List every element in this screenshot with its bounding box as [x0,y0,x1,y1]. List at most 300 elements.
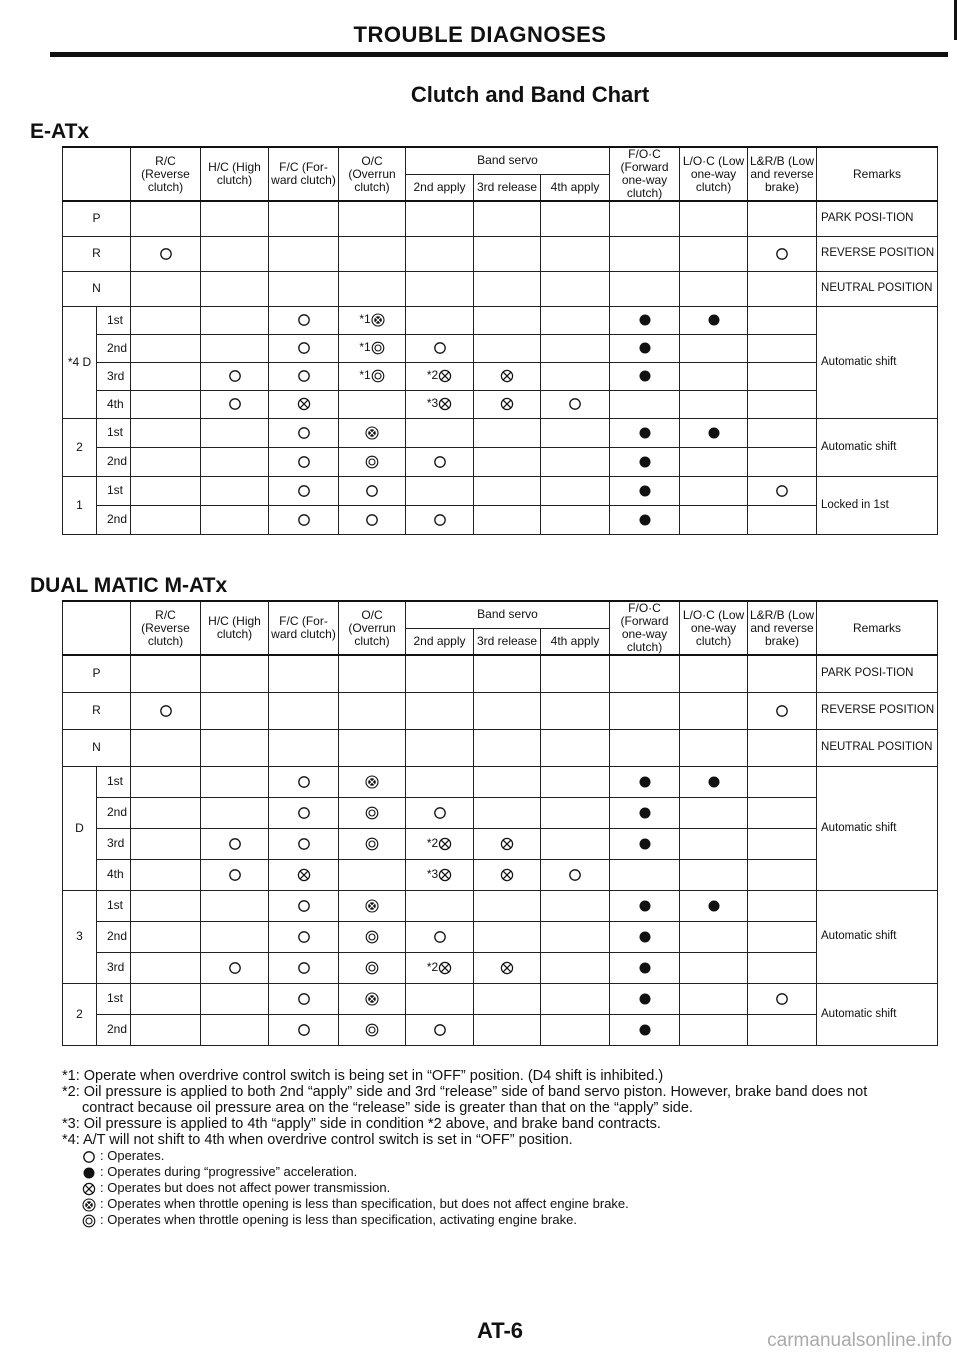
operates-circle-icon [775,991,789,1005]
chart-cell [201,797,269,828]
chart-title: Clutch and Band Chart [410,82,650,107]
chart-cell [610,476,680,505]
position-label: 2 [76,1006,83,1021]
chart-cell [269,766,339,797]
chart-cell [339,505,406,534]
chart-cell [680,983,748,1014]
chart-cell [131,921,201,952]
chart-cell [131,952,201,983]
chart-cell [131,306,201,334]
gear-label: 2nd [107,454,128,468]
header-label: H/C (High clutch) [208,160,261,187]
chart-cell [474,362,541,390]
chart-cell [269,418,339,447]
chart-cell [201,655,269,692]
gear-cell [97,766,131,797]
table-row [63,1014,938,1045]
chart-cell [269,983,339,1014]
chart-cell [339,890,406,921]
progressive-dot-icon [638,898,652,912]
remarks-cell [817,655,938,692]
chart-cell [474,766,541,797]
clutch-band-table [62,600,938,1046]
remarks-cell [817,476,938,534]
chart-cell [474,505,541,534]
chart-cell [541,859,610,890]
progressive-dot-icon [638,340,652,354]
chart-cell [339,476,406,505]
chart-cell [406,655,474,692]
header-label: F/C (For-ward clutch) [271,160,336,187]
chart-cell [610,390,680,418]
chart-cell [339,797,406,828]
operates-circle-icon [228,867,242,881]
progressive-dot-icon [638,836,652,850]
operates-circle-icon [775,703,789,717]
chart-cell [201,271,269,306]
chart-cell [610,828,680,859]
header-label: 4th apply [550,633,600,648]
chart-cell [680,828,748,859]
chart-cell [201,890,269,921]
chart-cell [610,236,680,271]
chart-cell [474,921,541,952]
chart-cell [541,236,610,271]
footnote-2: *2: Oil pressure is applied to both 2nd “apply” side and 3rd “release” side of band servo piston. However, brake band does not [62,1084,868,1100]
legend-text: : Operates when throttle opening is less than specification, but does not affect engine brake. [100,1196,629,1211]
throttle-crossed-circle-icon [365,898,379,912]
progressive-dot-icon [638,425,652,439]
header-label: O/C (Overrun clutch) [348,607,396,648]
chart-cell [474,201,541,236]
chart-cell [269,655,339,692]
header-foc [610,601,680,655]
footnote-ref: *3 [426,866,439,881]
table-row [63,306,938,334]
position-label: *4 D [67,354,92,369]
chart-cell [748,236,817,271]
legend-text: : Operates but does not affect power transmission. [100,1180,391,1195]
table-row [63,447,938,476]
crossed-circle-icon [438,396,452,410]
chart-cell [269,505,339,534]
gear-label: 2nd [107,805,128,819]
symbol-legend [82,1148,942,1228]
chart-cell [541,390,610,418]
position-cell [63,890,97,983]
chart-cell [748,1014,817,1045]
remark-text: PARK POSI-TION [821,667,914,680]
footnote-3: *3: Oil pressure is applied to 4th “apply” side in condition *2 above, and brake band contracts. [62,1116,661,1132]
header-remarks [817,147,938,201]
chart-cell [541,692,610,729]
chart-cell [339,828,406,859]
chart-cell [610,983,680,1014]
header-label: F/C (For-ward clutch) [271,614,336,641]
operates-circle-icon [433,512,447,526]
chart-cell [474,306,541,334]
header-4th-apply [541,174,610,201]
remarks-cell [817,306,938,418]
remark-text: PARK POSI-TION [821,212,914,225]
header-label: L/O·C (Low one-way clutch) [682,153,745,194]
chart-cell [339,983,406,1014]
operates-circle-icon [433,454,447,468]
chart-cell [131,655,201,692]
header-label: 4th apply [550,179,600,194]
corner-cell [63,147,131,201]
operates-circle-icon [775,246,789,260]
position-cell [63,692,131,729]
header-loc [680,601,748,655]
footnote-ref: *2 [426,368,439,383]
chart-cell [541,1014,610,1045]
chart-cell [406,334,474,362]
chart-cell [610,1014,680,1045]
gear-label: 3rd [107,960,125,974]
progressive-dot-icon [638,805,652,819]
header-foc [610,147,680,201]
legend-text: : Operates when throttle opening is less than specification, activating engine brake. [100,1212,577,1227]
header-3rd-release [474,628,541,655]
progressive-dot-icon [707,425,721,439]
chart-cell [748,334,817,362]
header-hc [201,147,269,201]
chart-cell [610,692,680,729]
throttle-crossed-circle-icon [371,312,385,326]
header-band-servo [406,601,610,628]
chart-cell [269,236,339,271]
chart-cell [201,729,269,766]
crossed-circle-icon [438,867,452,881]
gear-label: 4th [107,867,124,881]
chart-cell [610,306,680,334]
table-row [63,921,938,952]
crossed-circle-icon [438,836,452,850]
crossed-circle-icon [500,368,514,382]
operates-circle-icon [365,512,379,526]
gear-cell [97,828,131,859]
chart-cell [269,447,339,476]
chart-cell [680,362,748,390]
crossed-circle-icon [500,836,514,850]
chart-cell [339,692,406,729]
chart-cell [201,921,269,952]
chart-cell [748,952,817,983]
header-label: 2nd apply [413,179,466,194]
crossed-circle-icon [438,368,452,382]
footnote-ref: *2 [426,835,439,850]
chart-cell [748,797,817,828]
header-fc [269,601,339,655]
chart-cell [201,766,269,797]
chart-cell [610,859,680,890]
footnote-ref: *1 [359,340,371,355]
chart-cell [680,447,748,476]
legend-item [82,1180,942,1196]
header-2nd-apply [406,628,474,655]
gear-cell [97,505,131,534]
throttle-crossed-circle-icon [82,1196,96,1212]
watermark: carmanualsonline.info [767,1330,952,1351]
chart-cell [201,236,269,271]
operates-circle-icon [228,960,242,974]
chart-cell [541,655,610,692]
page-number: AT-6 [476,1318,524,1343]
chart-cell [474,983,541,1014]
table-row [63,692,938,729]
remark-text: NEUTRAL POSITION [821,282,933,294]
progressive-dot-icon [638,960,652,974]
operates-circle-icon [433,340,447,354]
chart-cell [131,418,201,447]
gear-label: 3rd [107,836,125,850]
chart-cell [406,390,474,418]
chart-cell [406,983,474,1014]
chart-cell [474,797,541,828]
chart-cell [406,447,474,476]
chart-cell [339,729,406,766]
remark-text: Locked in 1st [821,498,889,511]
gear-cell [97,983,131,1014]
footnote-2-cont: contract because oil pressure area on the “release” side is greater than that on the “apply” side. [82,1100,693,1116]
remark-text: Automatic shift [821,930,897,942]
operates-circle-icon [297,340,311,354]
position-label: R [92,703,101,717]
chart-cell [474,692,541,729]
double-circle-icon [371,340,385,354]
header-lrb [748,601,817,655]
header-rc [131,147,201,201]
chart-cell [201,1014,269,1045]
crossed-circle-icon [297,396,311,410]
table-row [63,418,938,447]
position-cell [63,271,131,306]
double-circle-icon [365,1022,379,1036]
remark-text: NEUTRAL POSITION [821,741,933,753]
progressive-dot-icon [707,312,721,326]
remarks-cell [817,890,938,983]
chart-cell [610,447,680,476]
chart-cell [474,476,541,505]
chart-cell [131,201,201,236]
progressive-dot-icon [82,1164,96,1180]
header-label: L&R/B (Low and reverse brake) [750,607,815,648]
header-fc [269,147,339,201]
table-row [63,729,938,766]
chart-cell [131,890,201,921]
remark-text: REVERSE POSITION [821,247,935,259]
gear-label: 2nd [107,340,128,355]
chart-cell [541,362,610,390]
chart-cell [339,201,406,236]
chart-cell [680,952,748,983]
gear-cell [97,306,131,334]
crossed-circle-icon [82,1180,96,1196]
chart-cell [339,236,406,271]
chart-cell [680,859,748,890]
legend-item [82,1164,942,1180]
chart-cell [680,692,748,729]
chart-cell [748,201,817,236]
chart-cell [269,859,339,890]
chart-cell [339,655,406,692]
chart-cell [269,476,339,505]
throttle-crossed-circle-icon [365,425,379,439]
chart-cell [201,476,269,505]
footnote-4: *4: A/T will not shift to 4th when overdrive control switch is set in “OFF” position. [62,1132,573,1148]
position-label: N [92,740,101,754]
header-label: Remarks [853,620,902,635]
gear-cell [97,952,131,983]
header-label: F/O·C (Forward one-way clutch) [620,601,669,654]
header-remarks [817,601,938,655]
chart-cell [406,692,474,729]
chart-cell [339,952,406,983]
chart-cell [541,201,610,236]
chart-cell [748,505,817,534]
header-oc [339,147,406,201]
chart-cell [748,729,817,766]
chart-cell [406,306,474,334]
remarks-cell [817,766,938,890]
chart-cell [474,334,541,362]
chart-cell [541,797,610,828]
chart-cell [201,505,269,534]
chart-cell [680,271,748,306]
chart-cell [610,505,680,534]
chart-cell [610,334,680,362]
table-row [63,271,938,306]
position-label: P [92,666,101,681]
chart-cell [131,476,201,505]
header-rc [131,601,201,655]
header-hc [201,601,269,655]
chart-cell [201,692,269,729]
chart-cell [680,766,748,797]
chart-cell [201,418,269,447]
chart-cell [131,828,201,859]
chart-cell [474,447,541,476]
table-row [63,797,938,828]
header-label: Band servo [477,153,538,168]
operates-circle-icon [297,454,311,468]
chart-cell [748,766,817,797]
operates-circle-icon [297,960,311,974]
position-cell [63,983,97,1045]
chart-cell [610,362,680,390]
operates-circle-icon [159,246,173,260]
chart-cell [201,334,269,362]
chart-cell [269,201,339,236]
position-label: 3 [76,929,83,943]
header-4th-apply [541,628,610,655]
gear-label: 1st [107,483,124,497]
remarks-cell [817,271,938,306]
chart-cell [610,952,680,983]
chart-cell [474,236,541,271]
progressive-dot-icon [638,368,652,382]
chart-cell [131,766,201,797]
chart-cell [269,729,339,766]
header-label: R/C (Reverse clutch) [141,607,190,648]
chart-cell [748,362,817,390]
chart-cell [201,447,269,476]
chart-cell [541,828,610,859]
chart-cell [131,859,201,890]
chart-cell [269,921,339,952]
position-label: 2 [76,439,83,454]
operates-circle-icon [297,1022,311,1036]
remarks-cell [817,418,938,476]
chart-cell [748,921,817,952]
chart-cell [474,729,541,766]
double-circle-icon [365,805,379,819]
table-row [63,983,938,1014]
gear-label: 4th [107,396,124,411]
chart-cell [269,390,339,418]
operates-circle-icon [365,483,379,497]
remark-text: Automatic shift [821,1007,897,1020]
position-label: 1 [76,497,83,512]
table-row [63,859,938,890]
position-cell [63,729,131,766]
chart-cell [269,797,339,828]
operates-circle-icon [568,867,582,881]
operates-circle-icon [568,396,582,410]
chart-cell [610,729,680,766]
section-label-eatx: E-ATx [30,120,90,143]
chart-cell [131,271,201,306]
operates-circle-icon [297,805,311,819]
clutch-band-table [62,146,938,535]
chart-cell [680,729,748,766]
chart-cell [610,201,680,236]
chart-cell [406,236,474,271]
chart-cell [339,921,406,952]
header-band-servo [406,147,610,174]
chart-cell [131,983,201,1014]
legend-item [82,1212,942,1228]
double-circle-icon [365,454,379,468]
chart-cell [541,890,610,921]
chart-cell [201,952,269,983]
chart-cell [610,797,680,828]
table-row [63,236,938,271]
page-title: TROUBLE DIAGNOSES [353,22,607,47]
progressive-dot-icon [638,312,652,326]
table-row [63,828,938,859]
header-label: Remarks [853,166,902,181]
chart-cell [680,236,748,271]
chart-cell [269,334,339,362]
chart-cell [680,655,748,692]
remarks-cell [817,729,938,766]
chart-cell [131,447,201,476]
header-label: L/O·C (Low one-way clutch) [682,607,745,648]
chart-cell [201,859,269,890]
throttle-crossed-circle-icon [365,991,379,1005]
header-loc [680,147,748,201]
gear-label: 1st [107,898,124,912]
progressive-dot-icon [638,454,652,468]
chart-cell [406,828,474,859]
operates-circle-icon [297,929,311,943]
chart-cell [269,362,339,390]
operates-circle-icon [297,991,311,1005]
chart-cell [131,505,201,534]
header-lrb [748,147,817,201]
